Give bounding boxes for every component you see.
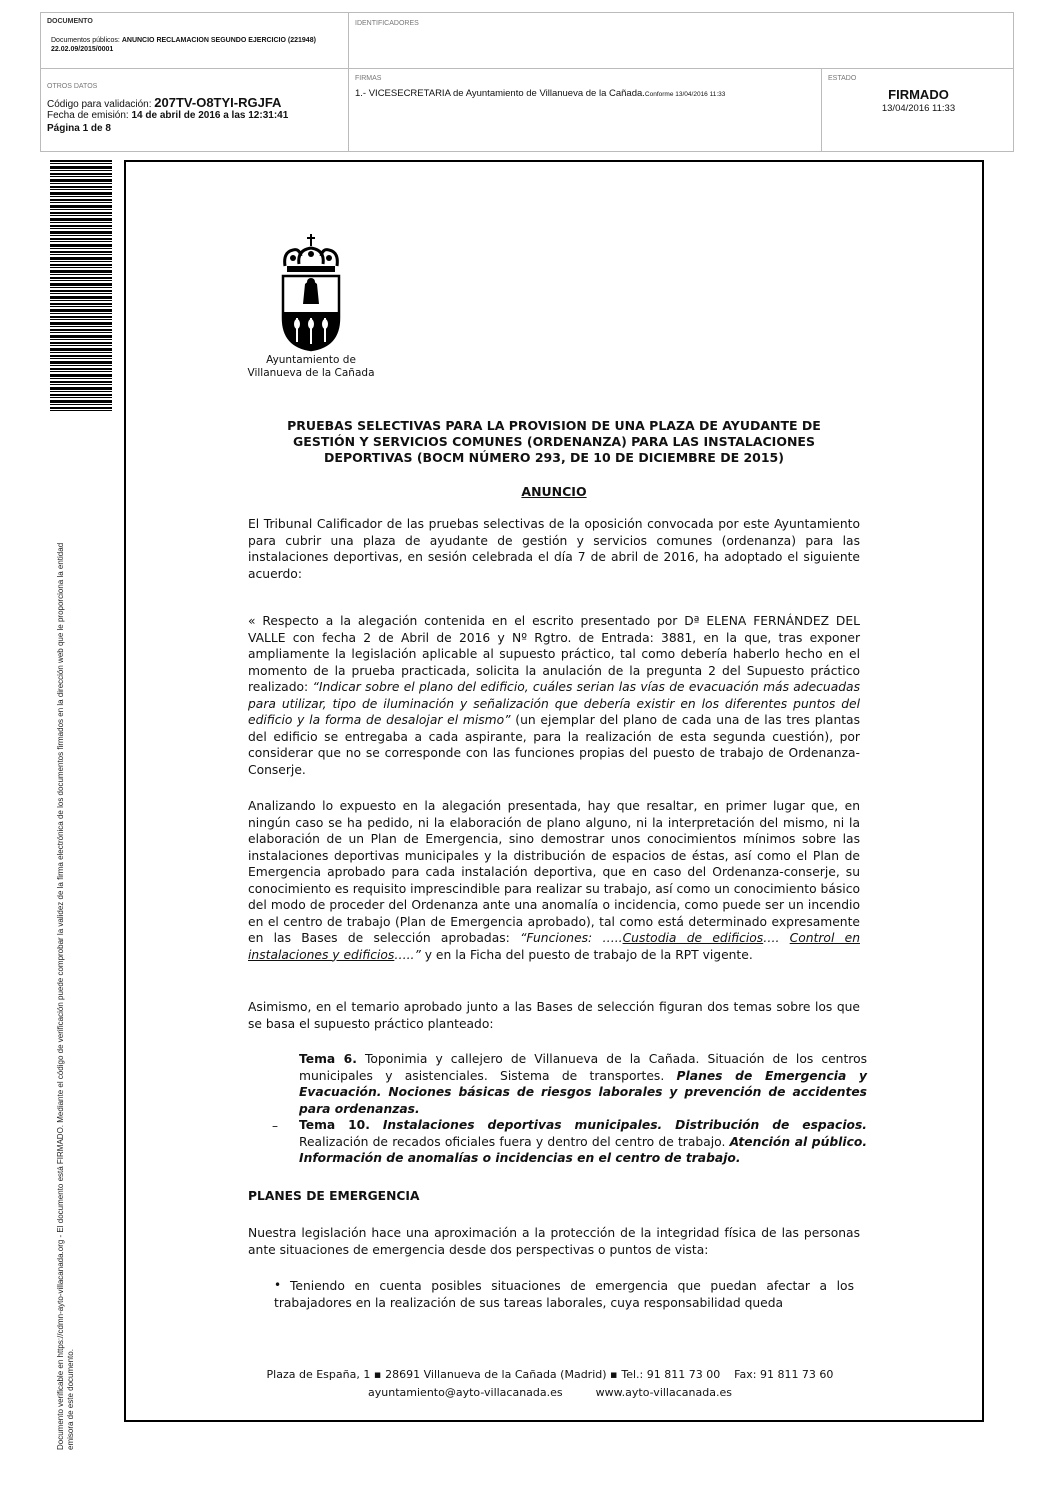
documento-title: ANUNCIO RECLAMACION SEGUNDO EJERCICIO (221948) xyxy=(121,37,316,44)
documento-label: DOCUMENTO xyxy=(47,18,93,25)
firmas-box xyxy=(348,68,822,152)
tema-10-label: Tema 10. xyxy=(299,1118,370,1132)
paragraph-5: Nuestra legislación hace una aproximación a la protección de la integridad física de las personas ante situaciones de emergencia desde dos perspectivas o puntos de vista: xyxy=(248,1226,860,1257)
firma-date: Conforme 13/04/2016 11:33 xyxy=(644,91,726,98)
planes-heading: PLANES DE EMERGENCIA xyxy=(248,1189,420,1203)
footer-address xyxy=(240,1368,860,1381)
footer-street: Plaza de España, 1 xyxy=(266,1368,371,1381)
title-line2: GESTIÓN Y SERVICIOS COMUNES (ORDENANZA) PARA LAS INSTALACIONES xyxy=(293,434,815,449)
tema-10-dash: – xyxy=(272,1119,278,1133)
paragraph-1: El Tribunal Calificador de las pruebas selectivas de la oposición convocada por este Ayuntamiento para cubrir una plaza de ayudante de gestión y servicios comunes (ordenanza) para las instalaciones deportivas, en sesión celebrada el día 7 de abril de 2016, ha adoptado el siguiente acuerdo: xyxy=(248,517,860,581)
coat-of-arms-logo xyxy=(279,234,343,352)
identificadores-label: IDENTIFICADORES xyxy=(355,20,419,27)
side-text-line1: Documento verificable en https://cdmn-ayto-villacanada.org - El documento está FIRMADO. Mediante el código de verificación puede comprobar la validez de la firma electrónica de los documentos firmados en la dirección web que le proporciona la entidad xyxy=(56,542,65,1450)
tema-6 xyxy=(299,1051,867,1117)
estado-box xyxy=(821,68,1014,152)
pagina: Página 1 de 8 xyxy=(47,123,111,134)
footer-separator-2: ▪ xyxy=(610,1368,622,1381)
anuncio-heading: ANUNCIO xyxy=(521,484,587,499)
title-line1: PRUEBAS SELECTIVAS PARA LA PROVISION DE UNA PLAZA DE AYUDANTE DE xyxy=(287,418,821,433)
paragraph-3 xyxy=(248,798,860,963)
footer-email[interactable]: ayuntamiento@ayto-villacanada.es xyxy=(368,1386,563,1399)
p2-quote: “Indicar sobre el plano del edificio, cuáles serian las vías de evacuación más adecuadas para utilizar, tipo de iluminación y señalización que debería existir en los diferentes puntos del edificio y la forma de desalojar el mismo” xyxy=(248,680,861,727)
codigo-validacion xyxy=(47,95,281,110)
otros-datos-label: OTROS DATOS xyxy=(47,83,98,90)
codigo-value: 207TV-O8TYI-RGJFA xyxy=(154,95,282,110)
p3-text-a: Analizando lo expuesto en la alegación presentada, hay que resaltar, en primer lugar que, en ningún caso se ha pedido, ni la elaboración de plano alguno, ni la interpretación del mismo, ni la elaboración de un Plan de Emergencia, sino demostrar unos conocimientos mínimos sobre las instalaciones deportivas municipales y la distribución de espacios de éstas, así como el Plan de Emergencia aprobado para cada instalación deportiva, que en caso del Ordenanza-conserje, su conocimiento es requisito imprescindible para realizar su trabajo, así como un conocimiento básico del modo de proceder del Ordenanza ante una anomalía o incidencia, como puede ser un incendio en el centro de trabajo (Plan de Emergencia aprobado), tal como está determinado expresamente en las Bases de selección aprobadas: xyxy=(248,799,860,945)
estado-label: ESTADO xyxy=(828,75,857,82)
p3-ellipsis: …. xyxy=(763,931,790,945)
paragraph-4: Asimismo, en el temario aprobado junto a las Bases de selección figuran dos temas sobre los que se basa el supuesto práctico planteado: xyxy=(248,1000,860,1031)
firma-main: 1.- VICESECRETARIA de Ayuntamiento de Villanueva de la Cañada. xyxy=(355,88,645,99)
documento-box xyxy=(40,12,349,69)
fecha-prefix: Fecha de emisión: xyxy=(47,110,129,121)
footer-separator-1: ▪ xyxy=(373,1368,386,1381)
identificadores-box xyxy=(348,12,1014,69)
paragraph-2 xyxy=(248,613,860,778)
tema-10-text: Realización de recados oficiales fuera y dentro del centro de trabajo. xyxy=(299,1134,730,1149)
p2-text-a: « Respecto a la alegación contenida en el escrito presentado por Dª ELENA FERNÁNDEZ DEL VALLE con fecha 2 de Abril de 2016 y Nº Rgtro. de Entrada: 3881, en la que, tras exponer ampliamente la legislación aplicable al supuesto práctico, tal como debería haberlo hecho en el momento de la prueba practicada, solicita la anulación de la pregunta 2 del Supuesto práctico realizado: xyxy=(248,614,860,694)
document-title xyxy=(248,418,860,466)
otros-datos-box xyxy=(40,68,349,152)
tema-6-label: Tema 6. xyxy=(299,1052,357,1066)
p3-funciones: “Funciones: ….. xyxy=(520,931,623,945)
tema-10-emphasis-2: Atención al público. Información de anomalías o incidencias en el centro de trabajo. xyxy=(299,1134,867,1165)
p3-text-g: y en la Ficha del puesto de trabajo de la RPT vigente. xyxy=(420,947,753,962)
documento-line2: 22.02.09/2015/0001 xyxy=(51,46,114,53)
fecha-value: 14 de abril de 2016 a las 12:31:41 xyxy=(131,110,289,121)
tema-6-text: Toponimia y callejero de Villanueva de la Cañada. Situación de los centros municipales y asistenciales. Sistema de transportes. xyxy=(299,1052,867,1083)
tema-10 xyxy=(299,1117,867,1167)
estado-value: FIRMADO xyxy=(888,87,949,102)
p3-custodia: Custodia de edificios xyxy=(622,931,764,945)
p3-control: Control en instalaciones y edificios xyxy=(248,931,860,962)
fecha-emision xyxy=(47,110,288,121)
codigo-prefix: Código para validación: xyxy=(47,99,152,110)
logo-line2: Villanueva de la Cañada xyxy=(247,367,375,379)
footer-contact xyxy=(240,1386,860,1399)
logo-line1: Ayuntamiento de xyxy=(266,354,356,366)
documento-line1 xyxy=(51,37,316,44)
bullet-icon: • xyxy=(274,1278,282,1292)
tema-6-emphasis: Planes de Emergencia y Evacuación. Nociones básicas de riesgos laborales y prevención de accidentes para ordenanzas. xyxy=(299,1068,867,1116)
tema-10-emphasis-1: Instalaciones deportivas municipales. Distribución de espacios. xyxy=(369,1118,867,1132)
firmas-label: FIRMAS xyxy=(355,75,382,82)
p3-end-quote: …..” xyxy=(394,947,421,962)
estado-date: 13/04/2016 11:33 xyxy=(881,103,956,114)
verification-side-text xyxy=(56,430,76,1450)
barcode xyxy=(50,160,112,412)
side-text-line2: emisora de este documento. xyxy=(66,1349,75,1450)
footer-phone: Tel.: 91 811 73 00 Fax: 91 811 73 60 xyxy=(621,1368,834,1381)
documento-prefix: Documentos públicos: xyxy=(51,37,120,44)
paragraph-6: Teniendo en cuenta posibles situaciones de emergencia que puedan afectar a los trabajadores en la realización de sus tareas laborales, cuya responsabilidad queda xyxy=(274,1279,854,1310)
firma-line xyxy=(355,88,725,99)
logo-caption xyxy=(236,354,386,380)
footer-website[interactable]: www.ayto-villacanada.es xyxy=(595,1386,732,1399)
title-line3: DEPORTIVAS (BOCM NÚMERO 293, DE 10 DE DICIEMBRE DE 2015) xyxy=(324,450,784,465)
footer-city: 28691 Villanueva de la Cañada (Madrid) xyxy=(385,1368,607,1381)
p2-text-c: (un ejemplar del plano de cada una de las tres plantas del edificio se entregaba a cada aspirante, para la realización de esta segunda cuestión), por considerar que no se corresponde con las funciones propias del puesto de trabajo de Ordenanza-Conserje. xyxy=(248,713,861,777)
